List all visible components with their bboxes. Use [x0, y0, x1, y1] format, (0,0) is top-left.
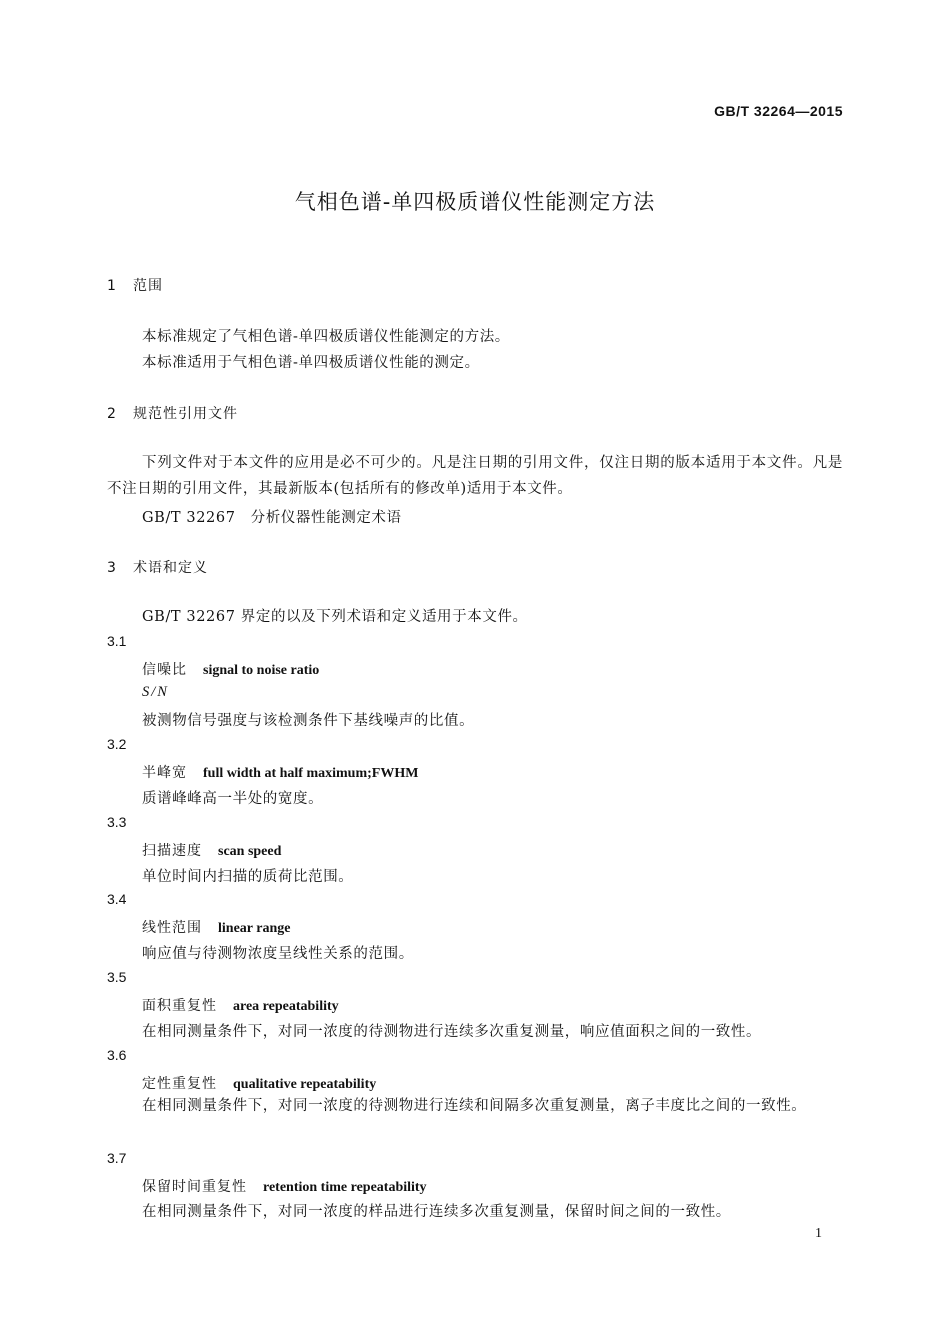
term-definition: 响应值与待测物浓度呈线性关系的范围。	[142, 946, 414, 962]
term-definition: 在相同测量条件下，对同一浓度的待测物进行连续和间隔多次重复测量，离子丰度比之间的一致性。	[142, 1098, 807, 1114]
term-heading	[142, 917, 290, 937]
section-title: 术语和定义	[133, 560, 208, 576]
paragraph: 本标准适用于气相色谱-单四极质谱仪性能的测定。	[142, 355, 480, 371]
term-chinese: 保留时间重复性	[142, 1179, 247, 1195]
term-chinese: 扫描速度	[142, 843, 202, 859]
term-definition: 单位时间内扫描的质荷比范围。	[142, 869, 354, 885]
term-heading	[142, 840, 281, 860]
paragraph: 本标准规定了气相色谱-单四极质谱仪性能测定的方法。	[142, 329, 510, 345]
term-number: 3.4	[107, 891, 127, 907]
section-heading-terms-and-definitions	[107, 557, 208, 577]
term-heading	[142, 762, 418, 782]
term-chinese: 定性重复性	[142, 1076, 217, 1092]
term-english: qualitative repeatability	[233, 1077, 377, 1092]
term-english: full width at half maximum;FWHM	[203, 766, 419, 781]
term-definition: 质谱峰峰高一半处的宽度。	[142, 791, 324, 807]
term-english: linear range	[218, 921, 291, 936]
term-chinese: 半峰宽	[142, 765, 187, 781]
term-english: scan speed	[218, 844, 282, 859]
term-chinese: 信噪比	[142, 662, 187, 678]
term-number: 3.2	[107, 736, 127, 752]
term-english: signal to noise ratio	[203, 663, 320, 678]
section-number: 3	[107, 560, 116, 576]
term-number: 3.7	[107, 1150, 127, 1166]
term-number: 3.6	[107, 1047, 127, 1063]
term-english: retention time repeatability	[263, 1180, 427, 1195]
paragraph: 下列文件对于本文件的应用是必不可少的。凡是注日期的引用文件，仅注日期的版本适用于本文件。凡是不注日期的引用文件，其最新版本(包括所有的修改单)适用于本文件。	[107, 455, 843, 497]
term-heading	[142, 1073, 376, 1093]
document-title: 气相色谱-单四极质谱仪性能测定方法	[294, 190, 656, 214]
term-definition: 在相同测量条件下，对同一浓度的待测物进行连续多次重复测量，响应值面积之间的一致性。	[142, 1024, 762, 1040]
section-heading-normative-references	[107, 403, 238, 423]
section-number: 1	[107, 278, 116, 294]
term-number: 3.5	[107, 969, 127, 985]
term-number: 3.1	[107, 633, 127, 649]
standard-number: GB/T 32264—2015	[714, 103, 843, 119]
term-chinese: 面积重复性	[142, 998, 217, 1014]
term-abbreviation: S/N	[142, 684, 169, 700]
page-number: 1	[815, 1226, 822, 1241]
term-definition: 在相同测量条件下，对同一浓度的样品进行连续多次重复测量，保留时间之间的一致性。	[142, 1204, 731, 1220]
section-heading-scope	[107, 275, 163, 295]
term-number: 3.3	[107, 814, 127, 830]
term-chinese: 线性范围	[142, 920, 202, 936]
paragraph: GB/T 32267 界定的以及下列术语和定义适用于本文件。	[142, 609, 528, 625]
section-number: 2	[107, 406, 116, 422]
section-title: 范围	[133, 278, 163, 294]
term-english: area repeatability	[233, 999, 339, 1014]
term-heading	[142, 659, 319, 679]
term-heading	[142, 1176, 427, 1196]
section-title: 规范性引用文件	[133, 406, 238, 422]
term-definition: 被测物信号强度与该检测条件下基线噪声的比值。	[142, 713, 475, 729]
reference-item: GB/T 32267 分析仪器性能测定术语	[142, 510, 402, 526]
term-heading	[142, 995, 339, 1015]
